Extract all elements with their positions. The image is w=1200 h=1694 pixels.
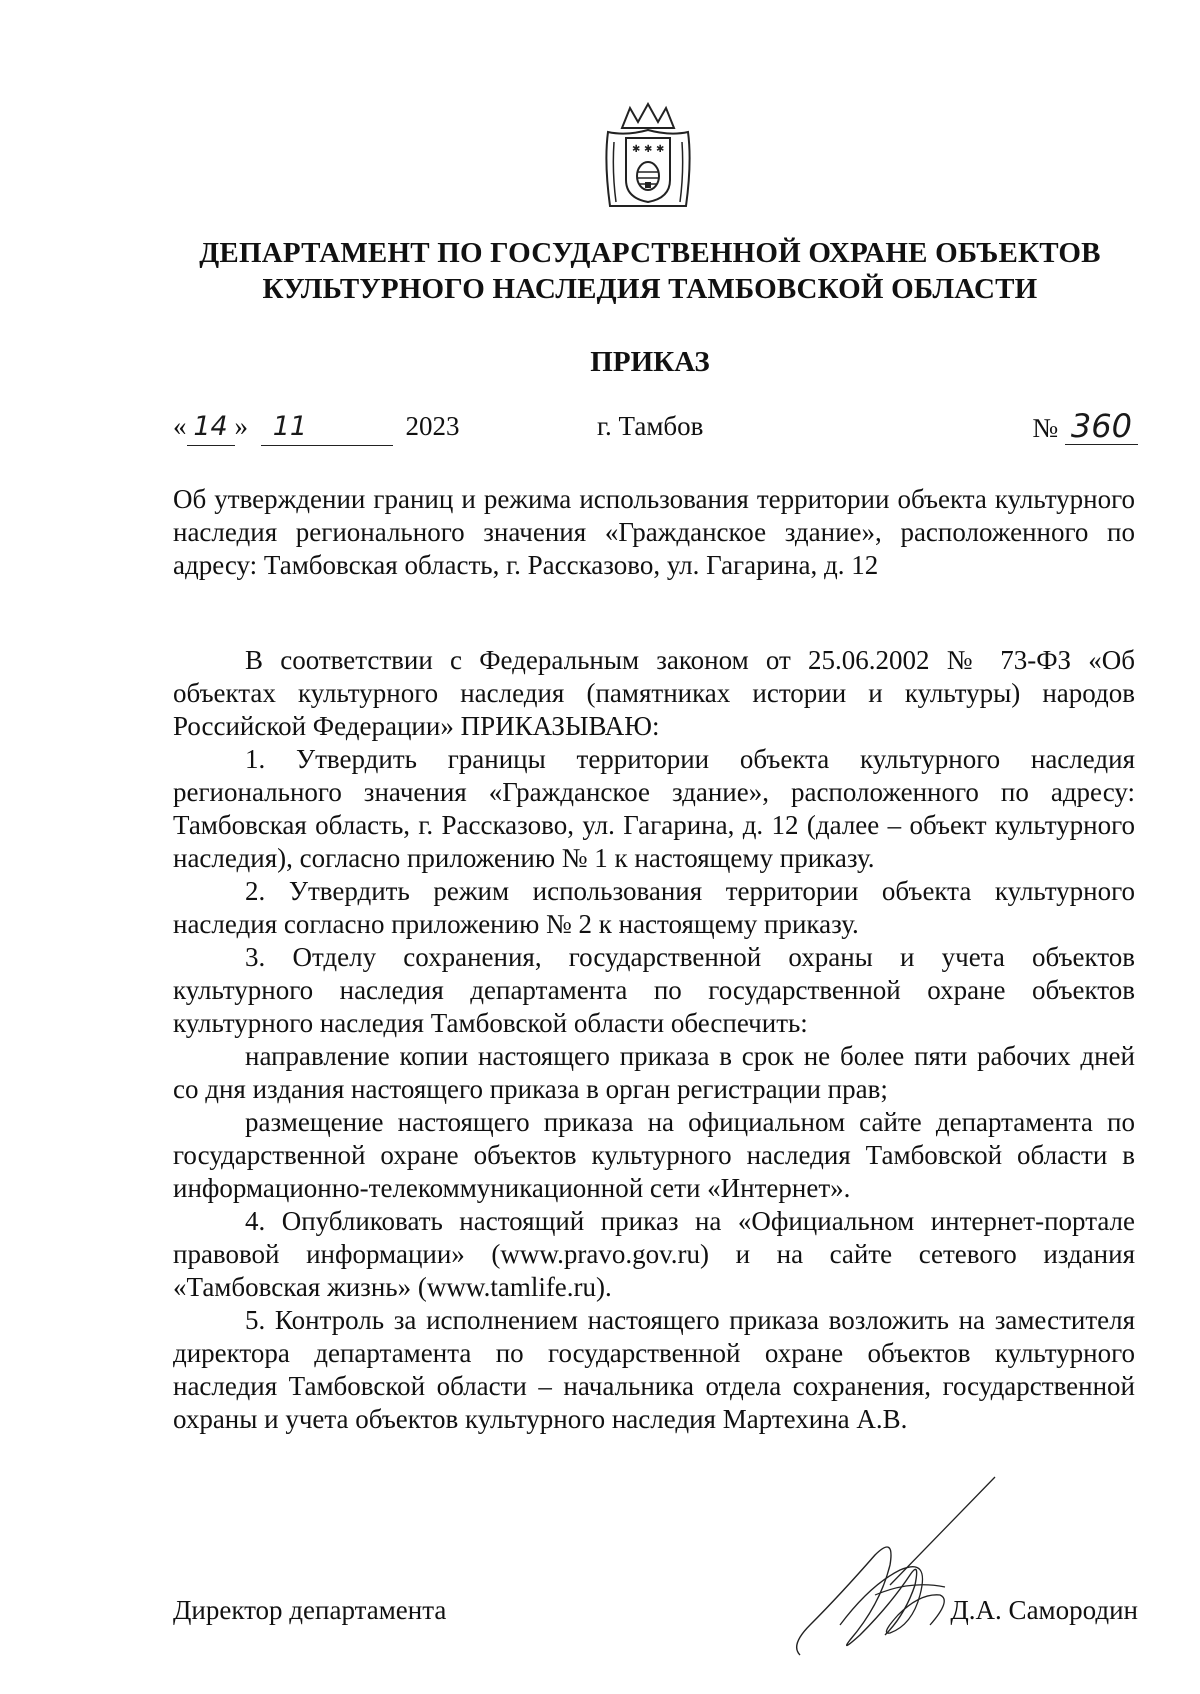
department-name [150, 235, 1150, 307]
item-5: 5. Контроль за исполнением настоящего приказа возложить на заместителя директора департамента по государственной охране объектов культурного наследия Тамбовской области – начальника отдела сохранения, государственной охраны и учета объектов культурного наследия Мартехина А.В. [173, 1305, 1135, 1434]
date-month: 11 [261, 409, 393, 446]
document-type: ПРИКАЗ [590, 346, 710, 378]
date-day: 14 [187, 409, 235, 446]
signatory-position: Директор департамента [173, 1595, 447, 1625]
department-line-1: ДЕПАРТАМЕНТ ПО ГОСУДАРСТВЕННОЙ ОХРАНЕ ОБЪЕКТОВ [199, 237, 1101, 269]
order-body [173, 644, 1135, 1436]
tambov-coat-of-arms-icon [600, 102, 696, 212]
order-subject [173, 483, 1135, 582]
number-value: 360 [1065, 408, 1138, 445]
date-year: 2023 [405, 411, 460, 441]
svg-text:✱: ✱ [632, 144, 641, 155]
number-sign: № [1032, 413, 1059, 443]
item-4: 4. Опубликовать настоящий приказ на «Официальном интернет-портале правовой информации» (www.pravo.gov.ru) и на сайте сетевого издания «Тамбовская жизнь» (www.tamlife.ru). [173, 1206, 1135, 1302]
handwritten-signature [780, 1475, 1040, 1665]
date-close-quote: » [234, 411, 248, 441]
item-1: 1. Утвердить границы территории объекта культурного наследия регионального значения «Гражданское здание», расположенного по адресу: Тамбовская область, г. Рассказово, ул. Гагарина, д. 12 (далее – объект культурного наследия), согласно приложению № 1 к настоящему приказу. [173, 744, 1135, 873]
preamble: В соответствии с Федеральным законом от 25.06.2002 № 73-ФЗ «Об объектах культурного наследия (памятниках истории и культуры) народов Российской Федерации» ПРИКАЗЫВАЮ: [173, 645, 1135, 741]
subject-text: Об утверждении границ и режима использования территории объекта культурного наследия регионального значения «Гражданское здание», расположенного по адресу: Тамбовская область, г. Рассказово, ул. Гагарина, д. 12 [173, 484, 1135, 580]
item-3-a: направление копии настоящего приказа в срок не более пяти рабочих дней со дня издания настоящего приказа в орган регистрации прав; [173, 1041, 1135, 1104]
order-date [173, 408, 460, 446]
order-number [1032, 408, 1138, 446]
item-3: 3. Отделу сохранения, государственной охраны и учета объектов культурного наследия департамента по государственной охране объектов культурного наследия Тамбовской области обеспечить: [173, 942, 1135, 1038]
item-3-b: размещение настоящего приказа на официальном сайте департамента по государственной охране объектов культурного наследия Тамбовской области в информационно-телекоммуникационной сети «Интернет». [173, 1107, 1135, 1203]
svg-text:✱: ✱ [644, 144, 653, 155]
signatory-name: Д.А. Самородин [950, 1595, 1138, 1625]
department-line-2: КУЛЬТУРНОГО НАСЛЕДИЯ ТАМБОВСКОЙ ОБЛАСТИ [262, 273, 1038, 305]
date-open-quote: « [173, 411, 187, 441]
item-2: 2. Утвердить режим использования территории объекта культурного наследия согласно приложению № 2 к настоящему приказу. [173, 876, 1135, 939]
order-city: г. Тамбов [597, 411, 704, 441]
svg-text:✱: ✱ [656, 144, 665, 155]
